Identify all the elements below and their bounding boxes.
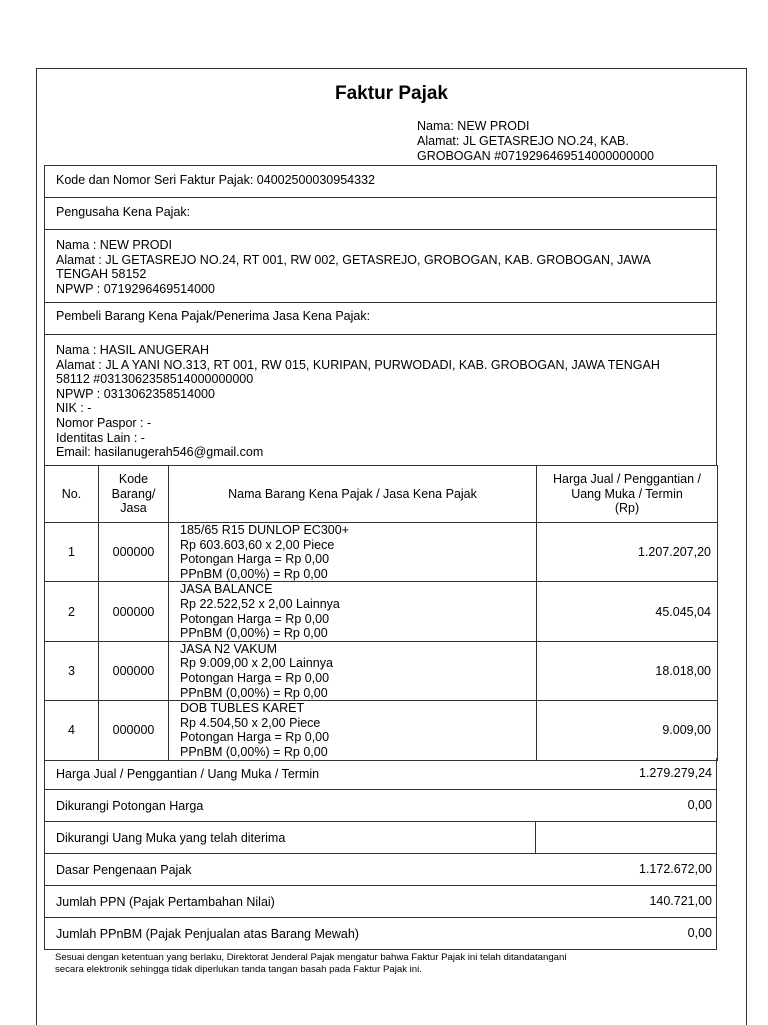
- table-row: [45, 701, 718, 760]
- item-amount: 18.018,00: [537, 641, 718, 700]
- header-nama: Nama Barang Kena Pajak / Jasa Kena Pajak: [169, 466, 537, 523]
- item-price-qty: Rp 603.603,60 x 2,00 Piece: [180, 537, 335, 552]
- item-code: 000000: [99, 582, 169, 641]
- buyer-detail-nik: NIK : -: [56, 401, 92, 416]
- item-name: 185/65 R15 DUNLOP EC300+: [180, 523, 349, 537]
- buyer-section-label: Pembeli Barang Kena Pajak/Penerima Jasa Kena Pajak:: [56, 309, 371, 323]
- item-code: 000000: [99, 641, 169, 700]
- summary-label: Harga Jual / Penggantian / Uang Muka / Termin: [56, 767, 320, 781]
- item-discount: Potongan Harga = Rp 0,00: [180, 730, 330, 745]
- item-price-qty: Rp 22.522,52 x 2,00 Lainnya: [180, 596, 340, 611]
- item-ppnbm: PPnBM (0,00%) = Rp 0,00: [180, 566, 328, 581]
- item-discount: Potongan Harga = Rp 0,00: [180, 552, 330, 567]
- header-kode-line3: Jasa: [120, 501, 147, 516]
- item-code: 000000: [99, 701, 169, 760]
- buyer-detail-other-id: Identitas Lain : -: [56, 430, 145, 445]
- seller-name: Nama: NEW PRODI: [417, 119, 530, 133]
- item-ppnbm: PPnBM (0,00%) = Rp 0,00: [180, 685, 328, 700]
- summary-value: 0,00: [687, 926, 712, 940]
- header-harga: [537, 466, 718, 523]
- item-amount: 45.045,04: [537, 582, 718, 641]
- item-no: 2: [45, 582, 99, 641]
- summary-row-discount: [44, 790, 717, 822]
- summary-row-ppnbm: [44, 918, 717, 950]
- header-no: No.: [45, 466, 99, 523]
- seller-detail-npwp: NPWP : 0719296469514000: [56, 281, 215, 296]
- summary-value: 1.172.672,00: [639, 862, 712, 876]
- seller-section-header: [44, 198, 717, 230]
- footer-note-line2: secara elektronik sehingga tidak diperlukan tanda tangan basah pada Faktur Pajak ini.: [55, 964, 422, 975]
- summary-row-tax-base: [44, 854, 717, 886]
- item-ppnbm: PPnBM (0,00%) = Rp 0,00: [180, 744, 328, 759]
- table-header-row: [45, 466, 718, 523]
- summary-row-down-payment: [44, 822, 717, 854]
- item-discount: Potongan Harga = Rp 0,00: [180, 611, 330, 626]
- summary-value: [535, 822, 716, 853]
- footer-note-line1: Sesuai dengan ketentuan yang berlaku, Direktorat Jenderal Pajak mengatur bahwa Faktur Pajak ini telah ditandatangani: [55, 952, 567, 963]
- item-name: JASA N2 VAKUM: [180, 641, 278, 656]
- items-table: [44, 465, 718, 761]
- seller-details: [44, 230, 717, 303]
- item-amount: 1.207.207,20: [537, 523, 718, 582]
- summary-label: Jumlah PPnBM (Pajak Penjualan atas Barang Mewah): [56, 927, 359, 941]
- item-code: 000000: [99, 523, 169, 582]
- item-no: 4: [45, 701, 99, 760]
- summary-value: 0,00: [687, 798, 712, 812]
- summary-value: 1.279.279,24: [639, 766, 712, 780]
- table-row: [45, 582, 718, 641]
- buyer-detail-name: Nama : HASIL ANUGERAH: [56, 343, 210, 357]
- item-price-qty: Rp 9.009,00 x 2,00 Lainnya: [180, 656, 333, 671]
- summary-row-ppn: [44, 886, 717, 918]
- item-amount: 9.009,00: [537, 701, 718, 760]
- seller-detail-name: Nama : NEW PRODI: [56, 238, 172, 252]
- item-name: DOB TUBLES KARET: [180, 701, 305, 716]
- item-description: [169, 523, 537, 582]
- item-no: 3: [45, 641, 99, 700]
- seller-header: [417, 119, 654, 164]
- invoice-page: [36, 68, 747, 1025]
- item-description: [169, 701, 537, 760]
- item-no: 1: [45, 523, 99, 582]
- item-price-qty: Rp 4.504,50 x 2,00 Piece: [180, 715, 321, 730]
- buyer-detail-passport: Nomor Paspor : -: [56, 415, 152, 430]
- serial-number-box: [44, 165, 717, 198]
- footer-note: [55, 952, 566, 976]
- buyer-detail-address1: Alamat : JL A YANI NO.313, RT 001, RW 015, KURIPAN, PURWODADI, KAB. GROBOGAN, JAWA TENGAH: [56, 357, 660, 372]
- buyer-details: [44, 335, 717, 466]
- seller-detail-address1: Alamat : JL GETASREJO NO.24, RT 001, RW 002, GETASREJO, GROBOGAN, KAB. GROBOGAN, JAWA: [56, 252, 651, 267]
- item-description: [169, 641, 537, 700]
- header-harga-line3: (Rp): [614, 501, 640, 516]
- item-ppnbm: PPnBM (0,00%) = Rp 0,00: [180, 626, 328, 641]
- buyer-section-header: [44, 303, 717, 335]
- summary-label: Dikurangi Potongan Harga: [56, 799, 204, 813]
- table-row: [45, 641, 718, 700]
- header-kode-line2: Barang/: [111, 486, 156, 501]
- buyer-detail-email: Email: hasilanugerah546@gmail.com: [56, 445, 264, 460]
- seller-detail-address2: TENGAH 58152: [56, 267, 147, 282]
- header-kode-line1: Kode: [118, 472, 149, 487]
- item-name: JASA BALANCE: [180, 582, 273, 597]
- document-title: Faktur Pajak: [335, 83, 448, 104]
- seller-section-label: Pengusaha Kena Pajak:: [56, 205, 191, 219]
- header-harga-line1: Harga Jual / Penggantian /: [552, 472, 702, 487]
- buyer-detail-address2: 58112 #0313062358514000000000: [56, 372, 254, 387]
- summary-label: Jumlah PPN (Pajak Pertambahan Nilai): [56, 895, 275, 909]
- summary-label: Dasar Pengenaan Pajak: [56, 863, 192, 877]
- table-row: [45, 523, 718, 582]
- summary-label: Dikurangi Uang Muka yang telah diterima: [56, 831, 286, 845]
- item-discount: Potongan Harga = Rp 0,00: [180, 670, 330, 685]
- seller-address-line2: GROBOGAN #0719296469514000000000: [417, 149, 654, 163]
- header-kode: [99, 466, 169, 523]
- item-description: [169, 582, 537, 641]
- serial-number: Kode dan Nomor Seri Faktur Pajak: 04002500030954332: [56, 173, 375, 187]
- summary-value: 140.721,00: [649, 894, 712, 908]
- buyer-detail-npwp: NPWP : 0313062358514000: [56, 386, 215, 401]
- header-harga-line2: Uang Muka / Termin: [571, 486, 683, 501]
- summary-row-total-price: [44, 758, 717, 790]
- seller-address-line1: Alamat: JL GETASREJO NO.24, KAB.: [417, 134, 629, 148]
